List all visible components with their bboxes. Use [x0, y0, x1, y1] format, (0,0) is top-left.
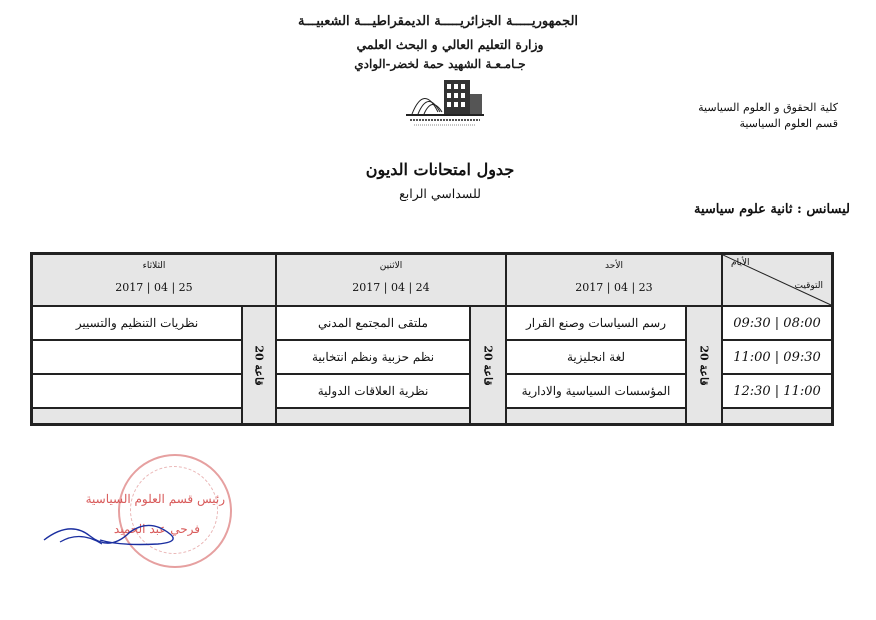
subject-sunday-1: [506, 306, 686, 340]
subject-monday-2: [276, 340, 470, 374]
day-date: 2017 | 04 | 23: [575, 281, 653, 294]
time-text: 09:30 | 08:00: [733, 315, 821, 331]
time-text: 11:00 | 09:30: [733, 349, 821, 365]
level-label: ليسانس : ثانية علوم سياسية: [693, 202, 850, 217]
signature-title: رئيس قسم العلوم السياسية: [85, 492, 225, 506]
university-logo: [404, 74, 486, 130]
day-date: 2017 | 04 | 24: [352, 281, 430, 294]
subject-sunday-2: [506, 340, 686, 374]
subject-tuesday-1: [32, 306, 242, 340]
subject-text: رسم السياسات وصنع القرار: [525, 316, 667, 330]
republic-heading: الجمهوريـــــة الجزائريـــــة الديمقراطيـــة الشعبيـــة: [297, 14, 579, 29]
subject-sunday-3: [506, 374, 686, 408]
subject-text: [33, 375, 241, 407]
hall-monday: [470, 306, 506, 424]
day-header-tuesday: [32, 254, 276, 306]
time-slot-1: [722, 306, 832, 340]
subject-tuesday-3: [32, 374, 242, 408]
corner-days-label: الأيام: [731, 258, 750, 268]
day-name: الأحد: [605, 261, 623, 271]
hall-tuesday: [242, 306, 276, 424]
hall-label: قاعة 20: [697, 344, 711, 386]
subject-text: نظرية العلاقات الدولية: [317, 384, 429, 398]
subject-text: المؤسسات السياسية والادارية: [521, 384, 671, 398]
time-slot-3: [722, 374, 832, 408]
day-name: الثلاثاء: [142, 261, 166, 271]
hall-sunday: [686, 306, 722, 424]
day-header-sunday: [506, 254, 722, 306]
monday-footer: [276, 408, 470, 424]
corner-header: [722, 254, 832, 306]
ministry-heading: وزارة التعليم العالي و البحث العلمي: [356, 37, 544, 52]
subject-text: [33, 341, 241, 373]
corner-time-label: التوقيت: [794, 281, 823, 291]
day-name: الاثنين: [379, 261, 403, 271]
subject-text: نظم حزبية ونظم انتخابية: [311, 350, 435, 364]
hall-label: قاعة 20: [481, 344, 495, 386]
subject-monday-1: [276, 306, 470, 340]
sunday-footer: [506, 408, 686, 424]
department-name: قسم العلوم السياسية: [739, 117, 838, 130]
subject-monday-3: [276, 374, 470, 408]
university-heading: جـامـعـة الشهيد حمة لخضر-الوادي: [354, 57, 526, 71]
signature-scribble: [40, 510, 190, 550]
hall-label: قاعة 20: [252, 344, 266, 386]
time-text: 12:30 | 11:00: [733, 383, 821, 399]
time-footer: [722, 408, 832, 424]
faculty-block: [688, 100, 838, 132]
time-slot-2: [722, 340, 832, 374]
page-title: جدول امتحانات الديون: [365, 160, 515, 179]
semester-subtitle: للسداسي الرابع: [399, 186, 481, 201]
subject-text: نظريات التنظيم والتسيير: [75, 316, 199, 330]
subject-text: لغة انجليزية: [566, 350, 626, 364]
tuesday-footer: [32, 408, 242, 424]
exam-schedule-table: [30, 252, 834, 426]
signature-name: فرحي عبد الحميد: [113, 522, 200, 536]
day-header-monday: [276, 254, 506, 306]
subject-tuesday-2: [32, 340, 242, 374]
faculty-name: كلية الحقوق و العلوم السياسية: [698, 101, 838, 114]
day-date: 2017 | 04 | 25: [115, 281, 193, 294]
subject-text: ملتقى المجتمع المدني: [318, 316, 428, 330]
